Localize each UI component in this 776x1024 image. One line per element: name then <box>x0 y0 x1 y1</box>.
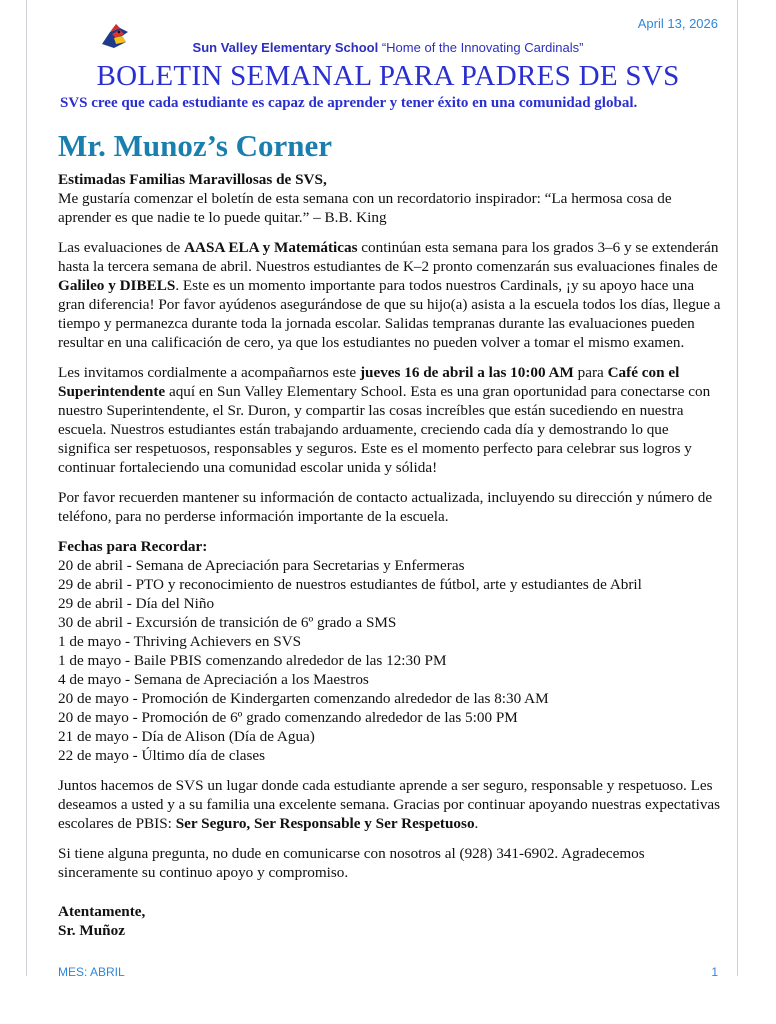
date-item: 29 de abril - PTO y reconocimiento de nuestros estudiantes de fútbol, arte y estudiantes de Abril <box>58 576 642 593</box>
date-item: 20 de mayo - Promoción de 6º grado comenzando alrededor de las 5:00 PM <box>58 709 518 726</box>
dates-section <box>58 537 722 765</box>
footer-month: MES: ABRIL <box>58 965 125 979</box>
date-item: 22 de mayo - Último día de clases <box>58 747 266 764</box>
newsletter-body <box>58 170 722 940</box>
dates-title: Fechas para Recordar: <box>58 538 208 555</box>
newsletter-date: April 13, 2026 <box>637 16 718 31</box>
greeting: Estimadas Familias Maravillosas de SVS, <box>58 171 327 188</box>
mission-statement: SVS cree que cada estudiante es capaz de aprender y tener éxito en una comunidad global. <box>60 95 638 111</box>
date-item: 30 de abril - Excursión de transición de 6º grado a SMS <box>58 614 397 631</box>
school-name: Sun Valley Elementary School <box>192 40 379 55</box>
date-item: 1 de mayo - Thriving Achievers en SVS <box>58 633 302 650</box>
school-tagline: “Home of the Innovating Cardinals” <box>381 40 584 55</box>
questions-paragraph: Si tiene alguna pregunta, no dude en comunicarse con nosotros al (928) 341-6902. Agradecemos sinceramente su continuo apoyo y compromiso. <box>58 845 645 881</box>
corner-heading: Mr. Munoz’s Corner <box>58 128 333 163</box>
signature-block <box>58 902 722 940</box>
pbis-paragraph: Juntos hacemos de SVS un lugar donde cada estudiante aprende a ser seguro, responsable y respetuoso. Les deseamos a usted y a su familia una excelente semana. Gracias por continuar apoyando nuestras expectativas escolares de PBIS: Ser Seguro, Ser Responsable y Ser Respetuoso. <box>58 777 721 832</box>
school-header <box>0 40 776 55</box>
date-item: 21 de mayo - Día de Alison (Día de Agua) <box>58 728 315 745</box>
date-item: 20 de abril - Semana de Apreciación para Secretarias y Enfermeras <box>58 557 465 574</box>
intro-paragraph: Me gustaría comenzar el boletín de esta semana con un recordatorio inspirador: “La hermosa cosa de aprender es que nadie te lo puede quitar.” – B.B. King <box>58 190 672 226</box>
date-item: 29 de abril - Día del Niño <box>58 595 215 612</box>
page-number: 1 <box>711 965 718 979</box>
date-item: 1 de mayo - Baile PBIS comenzando alrededor de las 12:30 PM <box>58 652 447 669</box>
date-item: 4 de mayo - Semana de Apreciación a los Maestros <box>58 671 369 688</box>
assessments-paragraph: Las evaluaciones de AASA ELA y Matemáticas continúan esta semana para los grados 3–6 y se extenderán hasta la tercera semana de abril. Nuestros estudiantes de K–2 pronto comenzarán sus evaluaciones finales de Galileo y DIBELS. Este es un momento importante para todos nuestros Cardinals, ¡y su apoyo hace una gran diferencia! Por favor ayúdenos asegurándose de que su hijo(a) asista a la escuela todos los días, llegue a tiempo y permanezca durante toda la jornada escolar. Salidas tempranas durante las evaluaciones pueden resultar en una calificación de cero, ya que los estudiantes no pueden volver a tomar el mismo examen. <box>58 239 721 351</box>
closing: Atentamente, <box>58 903 146 920</box>
coffee-paragraph: Les invitamos cordialmente a acompañarnos este jueves 16 de abril a las 10:00 AM para Café con el Superintendente aquí en Sun Valley Elementary School. Esta es una gran oportunidad para conectarse con nuestro Superintendente, el Sr. Duron, y compartir las cosas increíbles que están sucediendo en nuestra escuela. Nuestros estudiantes están trabajando arduamente, creciendo cada día y demostrando lo que significa ser respetuosos, responsables y seguros. Este es el momento perfecto para celebrar sus logros y continuar fortaleciendo una comunidad escolar unida y sólida! <box>58 364 711 476</box>
contact-info-paragraph: Por favor recuerden mantener su información de contacto actualizada, incluyendo su dirección y número de teléfono, para no perderse información importante de la escuela. <box>58 489 713 525</box>
date-item: 20 de mayo - Promoción de Kindergarten comenzando alrededor de las 8:30 AM <box>58 690 549 707</box>
signature: Sr. Muñoz <box>58 922 125 939</box>
newsletter-title: BOLETIN SEMANAL PARA PADRES DE SVS <box>96 60 680 92</box>
